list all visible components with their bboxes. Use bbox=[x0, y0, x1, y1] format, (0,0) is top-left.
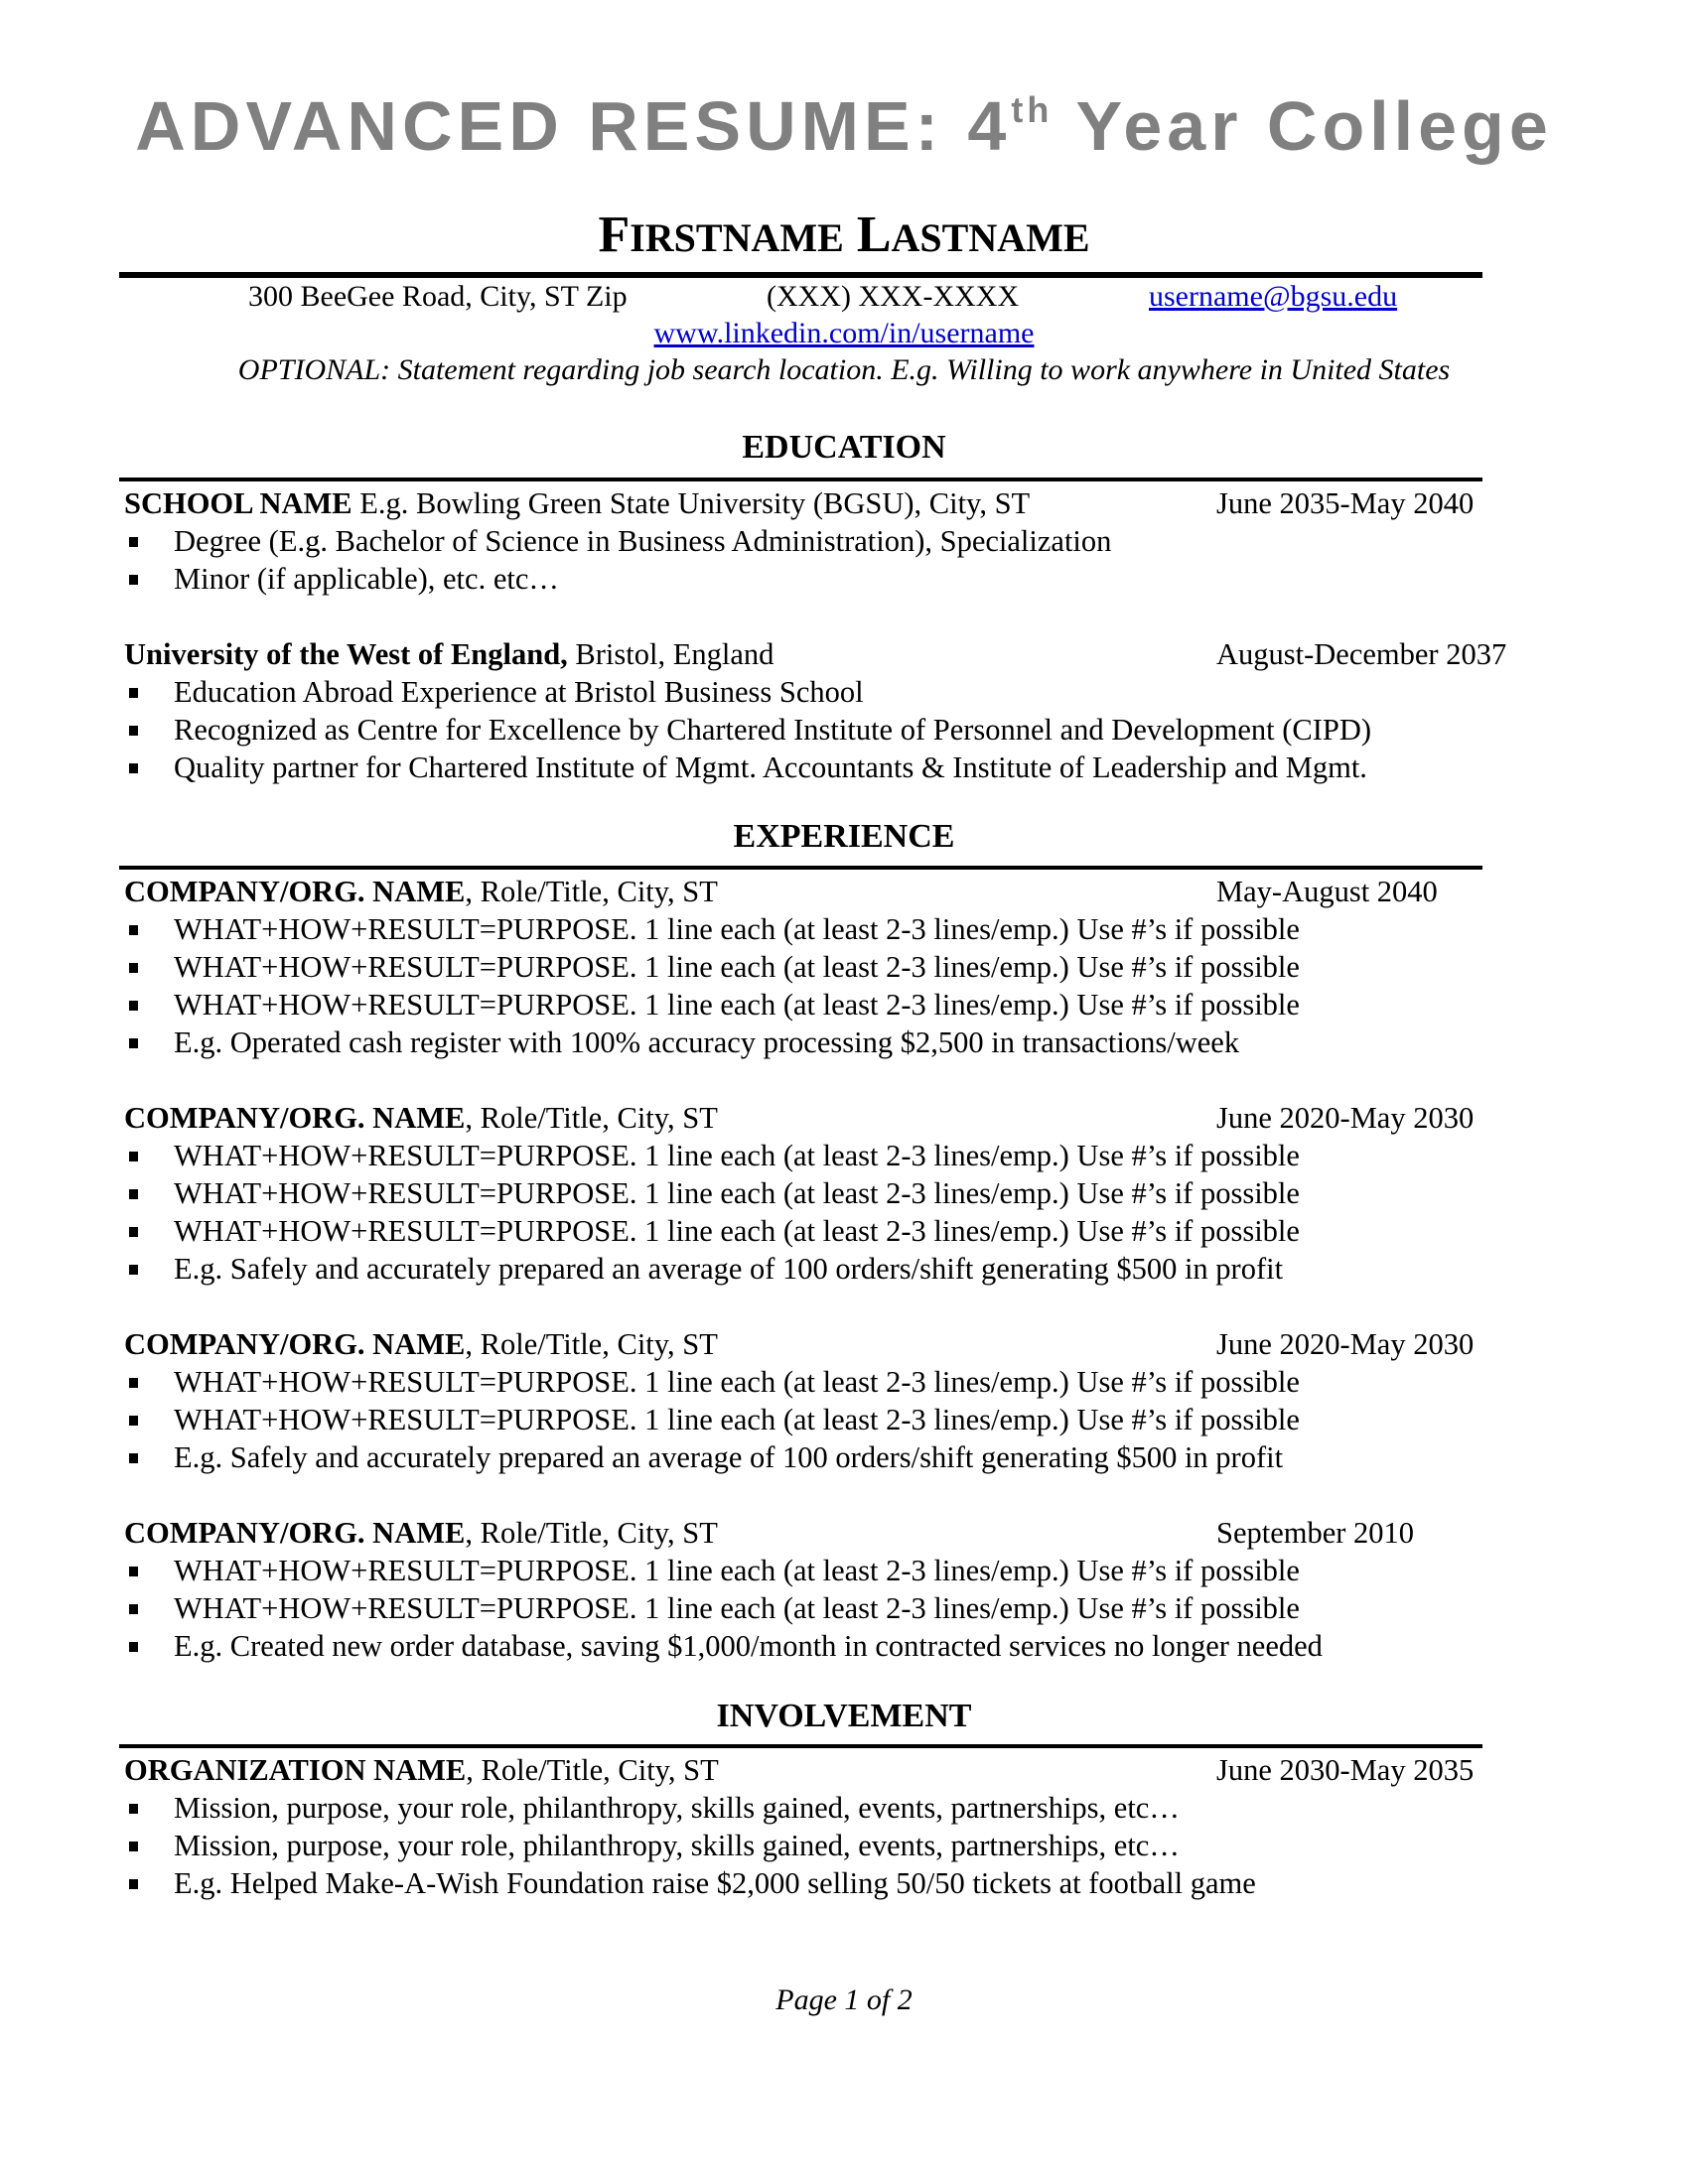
entry-details: , Role/Title, City, ST bbox=[465, 1101, 718, 1135]
bullet-text: WHAT+HOW+RESULT=PURPOSE. 1 line each (at least 2-3 lines/emp.) Use #’s if possible bbox=[174, 1139, 1300, 1172]
entry-org: SCHOOL NAME bbox=[124, 486, 352, 520]
bullet-text: WHAT+HOW+RESULT=PURPOSE. 1 line each (at least 2-3 lines/emp.) Use #’s if possible bbox=[174, 1591, 1300, 1625]
experience-heading: EXPERIENCE bbox=[733, 818, 955, 855]
bullet-text: WHAT+HOW+RESULT=PURPOSE. 1 line each (at least 2-3 lines/emp.) Use #’s if possible bbox=[174, 1365, 1300, 1399]
entry-org: COMPANY/ORG. NAME bbox=[124, 875, 466, 908]
bullet-text: WHAT+HOW+RESULT=PURPOSE. 1 line each (at least 2-3 lines/emp.) Use #’s if possible bbox=[174, 950, 1300, 984]
experience-divider bbox=[119, 866, 1482, 870]
education-entry-header bbox=[124, 635, 1514, 673]
square-bullet-icon bbox=[129, 537, 138, 547]
entry-details: , Role/Title, City, ST bbox=[465, 875, 718, 908]
entry-date: June 2035-May 2040 bbox=[1216, 486, 1475, 520]
involvement-entry-header bbox=[124, 1751, 1514, 1789]
bullet-text: WHAT+HOW+RESULT=PURPOSE. 1 line each (at least 2-3 lines/emp.) Use #’s if possible bbox=[174, 1176, 1300, 1210]
title-prefix: ADVANCED RESUME: 4 bbox=[135, 87, 1012, 165]
title-superscript: th bbox=[1011, 89, 1054, 130]
bullet-text: E.g. Created new order database, saving $1,000/month in contracted services no longer needed bbox=[174, 1629, 1323, 1663]
entry-org: University of the West of England, bbox=[124, 637, 568, 671]
entry-date: June 2020-May 2030 bbox=[1216, 1327, 1475, 1361]
square-bullet-icon bbox=[129, 1416, 138, 1426]
linkedin-link[interactable]: www.linkedin.com/in/username bbox=[653, 317, 1035, 349]
square-bullet-icon bbox=[129, 726, 138, 736]
name-last-initial: L bbox=[856, 206, 892, 263]
bullet-text: E.g. Operated cash register with 100% accuracy processing $2,500 in transactions/week bbox=[174, 1025, 1240, 1059]
square-bullet-icon bbox=[129, 1189, 138, 1199]
involvement-divider bbox=[119, 1744, 1482, 1748]
bullet-text: Education Abroad Experience at Bristol Business School bbox=[174, 675, 864, 709]
entry-org: COMPANY/ORG. NAME bbox=[124, 1327, 466, 1361]
bullet-text: WHAT+HOW+RESULT=PURPOSE. 1 line each (at least 2-3 lines/emp.) Use #’s if possible bbox=[174, 1214, 1300, 1248]
entry-org: COMPANY/ORG. NAME bbox=[124, 1101, 466, 1135]
page-title bbox=[0, 81, 1688, 171]
square-bullet-icon bbox=[129, 1227, 138, 1237]
bullet-text: Mission, purpose, your role, philanthropy, skills gained, events, partnerships, etc… bbox=[174, 1829, 1180, 1862]
entry-date: August-December 2037 bbox=[1216, 637, 1507, 671]
square-bullet-icon bbox=[129, 1378, 138, 1388]
education-entry-header bbox=[124, 484, 1514, 522]
optional-statement: OPTIONAL: Statement regarding job search location. E.g. Willing to work anywhere in United States bbox=[237, 353, 1451, 386]
square-bullet-icon bbox=[129, 688, 138, 698]
entry-date: May-August 2040 bbox=[1216, 875, 1438, 908]
bullet-text: Minor (if applicable), etc. etc… bbox=[174, 562, 559, 596]
experience-entry-header bbox=[124, 1514, 1514, 1552]
experience-entry-header bbox=[124, 1099, 1514, 1137]
entry-details: , Role/Title, City, ST bbox=[466, 1753, 719, 1787]
square-bullet-icon bbox=[129, 1842, 138, 1851]
square-bullet-icon bbox=[129, 763, 138, 773]
name-last-rest: ASTNAME bbox=[891, 215, 1090, 260]
bullet-text: WHAT+HOW+RESULT=PURPOSE. 1 line each (at least 2-3 lines/emp.) Use #’s if possible bbox=[174, 912, 1300, 946]
square-bullet-icon bbox=[129, 1604, 138, 1614]
square-bullet-icon bbox=[129, 1001, 138, 1011]
bullet-text: WHAT+HOW+RESULT=PURPOSE. 1 line each (at least 2-3 lines/emp.) Use #’s if possible bbox=[174, 988, 1300, 1022]
experience-entry-header bbox=[124, 1325, 1514, 1363]
square-bullet-icon bbox=[129, 963, 138, 973]
bullet-text: E.g. Safely and accurately prepared an average of 100 orders/shift generating $500 in profit bbox=[174, 1252, 1284, 1286]
entry-org: COMPANY/ORG. NAME bbox=[124, 1516, 466, 1550]
square-bullet-icon bbox=[129, 1804, 138, 1814]
entry-details: , Role/Title, City, ST bbox=[465, 1516, 718, 1550]
square-bullet-icon bbox=[129, 1453, 138, 1463]
linkedin-line bbox=[0, 315, 1688, 352]
bullet-text: Degree (E.g. Bachelor of Science in Business Administration), Specialization bbox=[174, 524, 1112, 558]
involvement-heading: INVOLVEMENT bbox=[716, 1698, 972, 1734]
square-bullet-icon bbox=[129, 1152, 138, 1161]
address: 300 BeeGee Road, City, ST Zip bbox=[248, 280, 628, 313]
name-first-rest: IRSTNAME bbox=[630, 215, 844, 260]
education-divider bbox=[119, 478, 1482, 481]
entry-date: June 2030-May 2035 bbox=[1216, 1753, 1475, 1787]
page-number: Page 1 of 2 bbox=[775, 1983, 913, 2016]
candidate-name bbox=[0, 204, 1688, 270]
entry-details: Bristol, England bbox=[567, 637, 774, 671]
bullet-text: Mission, purpose, your role, philanthropy, skills gained, events, partnerships, etc… bbox=[174, 1791, 1180, 1825]
experience-entry-header bbox=[124, 873, 1514, 910]
entry-date: June 2020-May 2030 bbox=[1216, 1101, 1475, 1135]
square-bullet-icon bbox=[129, 1879, 138, 1889]
bullet-text: WHAT+HOW+RESULT=PURPOSE. 1 line each (at least 2-3 lines/emp.) Use #’s if possible bbox=[174, 1403, 1300, 1436]
square-bullet-icon bbox=[129, 925, 138, 935]
entry-details: E.g. Bowling Green State University (BGSU), City, ST bbox=[352, 486, 1031, 520]
bullet-text: WHAT+HOW+RESULT=PURPOSE. 1 line each (at least 2-3 lines/emp.) Use #’s if possible bbox=[174, 1554, 1300, 1587]
phone: (XXX) XXX-XXXX bbox=[767, 280, 1020, 313]
square-bullet-icon bbox=[129, 1642, 138, 1652]
square-bullet-icon bbox=[129, 1265, 138, 1275]
entry-date: September 2010 bbox=[1216, 1516, 1415, 1550]
bullet-text: E.g. Helped Make-A-Wish Foundation raise $2,000 selling 50/50 tickets at football game bbox=[174, 1866, 1256, 1900]
square-bullet-icon bbox=[129, 1567, 138, 1576]
square-bullet-icon bbox=[129, 1038, 138, 1048]
entry-org: ORGANIZATION NAME bbox=[124, 1753, 467, 1787]
education-heading: EDUCATION bbox=[742, 429, 946, 466]
entry-details: , Role/Title, City, ST bbox=[465, 1327, 718, 1361]
bullet-text: Recognized as Centre for Excellence by Chartered Institute of Personnel and Development (CIPD) bbox=[174, 713, 1372, 747]
bullet-text: E.g. Safely and accurately prepared an average of 100 orders/shift generating $500 in profit bbox=[174, 1440, 1284, 1474]
title-suffix: Year College bbox=[1053, 87, 1553, 165]
bullet-text: Quality partner for Chartered Institute of Mgmt. Accountants & Institute of Leadership and Mgmt. bbox=[174, 751, 1367, 784]
name-first-initial: F bbox=[598, 206, 631, 263]
email-link[interactable]: username@bgsu.edu bbox=[1149, 280, 1398, 313]
square-bullet-icon bbox=[129, 575, 138, 585]
